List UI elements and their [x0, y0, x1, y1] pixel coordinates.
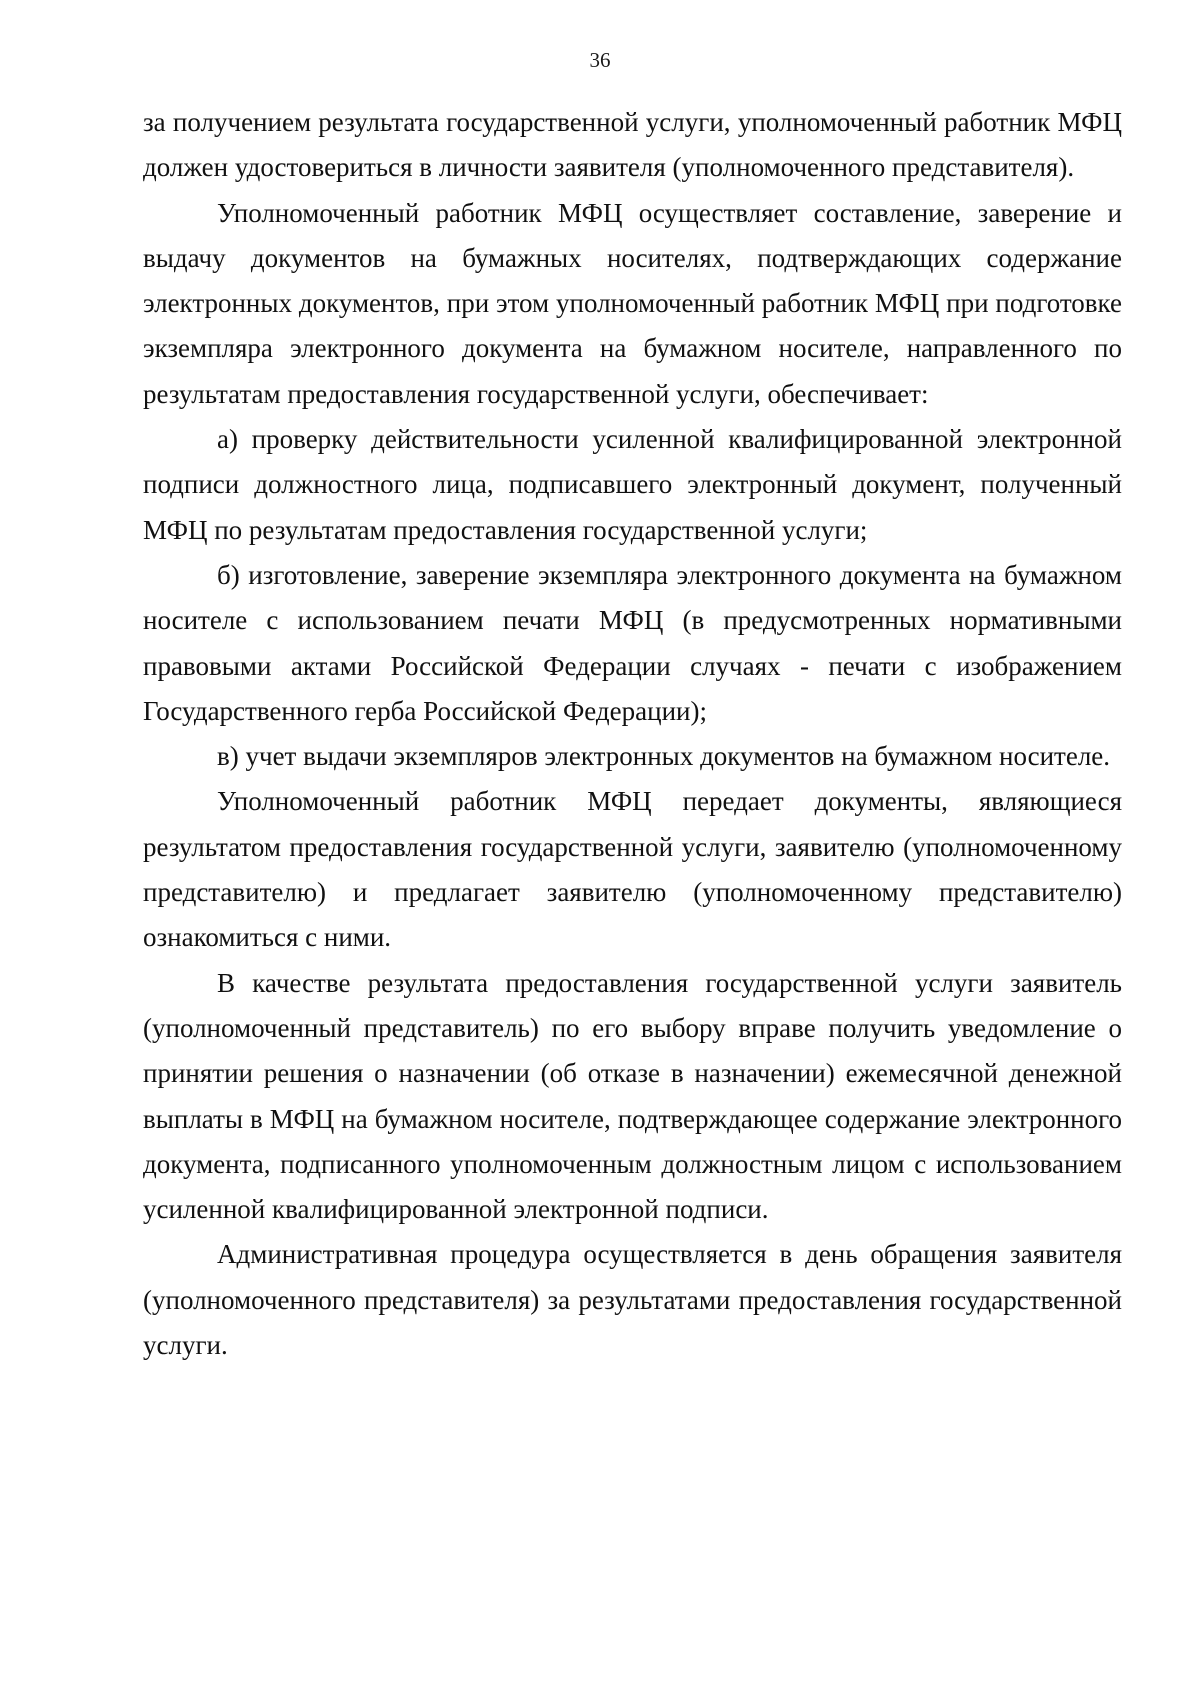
list-item-c: в) учет выдачи экземпляров электронных документов на бумажном носителе.	[217, 741, 1111, 772]
document-body	[143, 100, 1122, 1368]
list-item-a: а) проверку действительности усиленной квалифицированной электронной подписи должностного лица, подписавшего электронный документ, полученный МФЦ по результатам предоставления государственной услуги;	[143, 424, 1122, 545]
paragraph-transfer-documents: Уполномоченный работник МФЦ передает документы, являющиеся результатом предоставления государственной услуги, заявителю (уполномоченному представителю) и предлагает заявителю (уполномоченному представителю) ознакомиться с ними.	[143, 786, 1122, 953]
paragraph-result-notification: В качестве результата предоставления государственной услуги заявитель (уполномоченный представитель) по его выбору вправе получить уведомление о принятии решения о назначении (об отказе в назначении) ежемесячной денежной выплаты в МФЦ на бумажном носителе, подтверждающее содержание электронного документа, подписанного уполномоченным должностным лицом с использованием усиленной квалифицированной электронной подписи.	[143, 967, 1122, 1225]
paragraph-procedure-timing: Административная процедура осуществляется в день обращения заявителя (уполномоченного представителя) за результатами предоставления государственной услуги.	[143, 1239, 1122, 1361]
paragraph-mfc-duties: Уполномоченный работник МФЦ осуществляет составление, заверение и выдачу документов на бумажных носителях, подтверждающих содержание электронных документов, при этом уполномоченный работник МФЦ при подготовке экземпляра электронного документа на бумажном носителе, направленного по результатам предоставления государственной услуги, обеспечивает:	[143, 197, 1122, 409]
paragraph-continuation: за получением результата государственной услуги, уполномоченный работник МФЦ должен удостовериться в личности заявителя (уполномоченного представителя).	[143, 107, 1122, 183]
list-item-b: б) изготовление, заверение экземпляра электронного документа на бумажном носителе с использованием печати МФЦ (в предусмотренных нормативными правовыми актами Российской Федерации случаях - печати с изображением Государственного герба Российской Федерации);	[143, 559, 1122, 726]
page-number: 36	[589, 48, 611, 72]
